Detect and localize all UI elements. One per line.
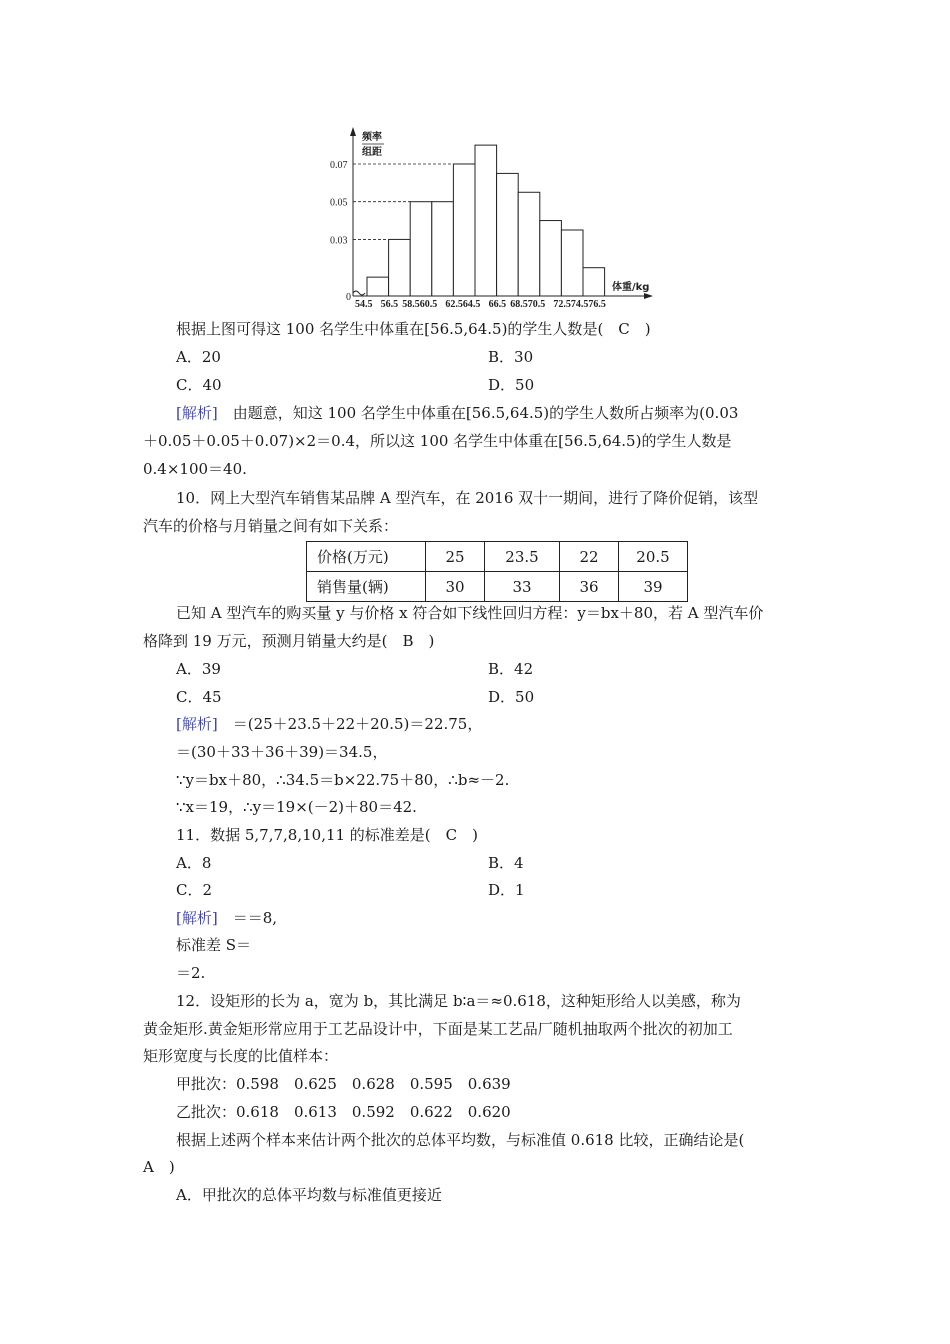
q10-stem-3: 已知 A 型汽车的购买量 y 与价格 x 符合如下线性回归方程：y＝bx＋80，若 A 型汽车价	[176, 604, 764, 622]
q10-option-d: D．50	[488, 688, 535, 706]
x-tick-label: 68.570.5	[510, 299, 546, 310]
q9-analysis	[176, 403, 738, 423]
q10-stem-1: 10．网上大型汽车销售某品牌 A 型汽车，在 2016 双十一期间，进行了降价促销，该型	[176, 489, 759, 507]
q11-analysis-text-2: 标准差 S＝	[176, 936, 252, 954]
q10-stem-4: 格降到 19 万元，预测月销量大约是( B )	[143, 632, 435, 650]
q12-stem-4: 根据上述两个样本来估计两个批次的总体平均数，与标准值 0.618 比较，正确结论是(	[176, 1131, 745, 1149]
x-tick-label: 56.5	[380, 299, 399, 310]
x-axis-arrow-icon	[644, 293, 653, 299]
q9-option-c: C．40	[176, 376, 222, 394]
q10-analysis-text-2: ＝(30＋33＋36＋39)＝34.5，	[176, 743, 388, 761]
y-axis-arrow-icon	[350, 127, 356, 136]
histogram-bar	[583, 268, 605, 296]
q9-option-a: A．20	[176, 348, 221, 366]
q9-analysis-text-1: 由题意，知这 100 名学生中体重在[56.5,64.5)的学生人数所占频率为(0.03	[217, 404, 739, 422]
q10-analysis	[176, 714, 482, 734]
table-row-sales	[307, 572, 688, 602]
q10-option-a: A．39	[176, 660, 221, 678]
table-cell: 22	[560, 542, 619, 572]
q11-analysis-text-3: ＝2.	[176, 964, 206, 982]
q10-analysis-text-4: ∵x＝19，∴y＝19×(－2)＋80＝42.	[176, 798, 417, 816]
analysis-label: [解析]	[176, 404, 218, 422]
y-tick-label: 0.03	[330, 235, 348, 247]
histogram-bar	[389, 239, 411, 296]
histogram-bar	[518, 192, 540, 296]
y-tick-label: 0	[346, 292, 351, 303]
histogram-bar	[540, 221, 562, 296]
x-tick-label: 72.574.576.5	[553, 299, 606, 310]
table-cell: 20.5	[619, 542, 688, 572]
y-label-denominator: 组距	[362, 147, 382, 158]
q12-option-a: A．甲批次的总体平均数与标准值更接近	[176, 1186, 442, 1204]
q11-option-a: A．8	[176, 854, 212, 872]
histogram-bar	[367, 277, 389, 296]
analysis-label: [解析]	[176, 909, 218, 927]
table-cell: 25	[426, 542, 485, 572]
x-axis-label: 体重/kg	[612, 282, 650, 293]
table-header-sales: 销售量(辆)	[307, 572, 426, 602]
q11-option-b: B．4	[488, 854, 524, 872]
q9-stem: 根据上图可得这 100 名学生中体重在[56.5,64.5)的学生人数是( C )	[176, 320, 651, 338]
q10-option-c: C．45	[176, 688, 222, 706]
q12-stem-5: A )	[143, 1158, 175, 1176]
table-header-price: 价格(万元)	[307, 542, 426, 572]
histogram-bar	[410, 202, 432, 296]
q12-stem-1: 12．设矩形的长为 a，宽为 b，其比满足 b∶a＝≈0.618，这种矩形给人以美感，称为	[176, 992, 741, 1010]
table-cell: 36	[560, 572, 619, 602]
y-tick-label: 0.05	[330, 197, 348, 209]
y-tick-label: 0.07	[330, 159, 348, 171]
table-cell: 23.5	[485, 542, 560, 572]
q9-analysis-text-2: ＋0.05＋0.05＋0.07)×2＝0.4，所以这 100 名学生中体重在[56.5,64.5)的学生人数是	[143, 432, 732, 450]
x-tick-label: 66.5	[488, 299, 507, 310]
axis-break-icon	[353, 291, 365, 295]
x-tick-label: 58.560.5	[402, 299, 438, 310]
q12-stem-3: 矩形宽度与长度的比值样本：	[143, 1047, 339, 1065]
q11-analysis	[176, 908, 277, 928]
q11-stem: 11．数据 5,7,7,8,10,11 的标准差是( C )	[176, 826, 478, 844]
q9-analysis-text-3: 0.4×100＝40.	[143, 460, 247, 478]
histogram-chart	[328, 124, 668, 310]
q11-option-c: C．2	[176, 881, 213, 899]
table-cell: 33	[485, 572, 560, 602]
q12-batch-jia: 甲批次：0.598 0.625 0.628 0.595 0.639	[176, 1075, 511, 1093]
histogram-bar	[475, 145, 497, 296]
x-tick-label: 62.564.5	[445, 299, 481, 310]
q11-analysis-text-1: ＝＝8,	[217, 909, 278, 927]
q10-stem-2: 汽车的价格与月销量之间有如下关系：	[143, 517, 399, 535]
x-tick-label: 54.5	[355, 299, 373, 310]
histogram-bar	[561, 230, 583, 296]
histogram-svg	[328, 124, 668, 310]
table-cell: 39	[619, 572, 688, 602]
q9-option-d: D．50	[488, 376, 535, 394]
histogram-bar	[432, 202, 454, 296]
q10-analysis-text-3: ∵y＝bx＋80，∴34.5＝b×22.75＋80，∴b≈－2.	[176, 771, 510, 789]
y-label-numerator: 频率	[362, 132, 382, 143]
q12-stem-2: 黄金矩形.黄金矩形常应用于工艺品设计中，下面是某工艺品厂随机抽取两个批次的初加工	[143, 1020, 733, 1038]
price-sales-table	[306, 541, 688, 602]
q10-analysis-text-1: ＝(25＋23.5＋22＋20.5)＝22.75，	[217, 715, 483, 733]
analysis-label: [解析]	[176, 715, 218, 733]
table-cell: 30	[426, 572, 485, 602]
table-row-price	[307, 542, 688, 572]
q11-option-d: D．1	[488, 881, 525, 899]
histogram-bar	[497, 173, 519, 296]
q12-batch-yi: 乙批次：0.618 0.613 0.592 0.622 0.620	[176, 1103, 511, 1121]
histogram-bar	[453, 164, 475, 296]
q10-option-b: B．42	[488, 660, 534, 678]
q9-option-b: B．30	[488, 348, 534, 366]
